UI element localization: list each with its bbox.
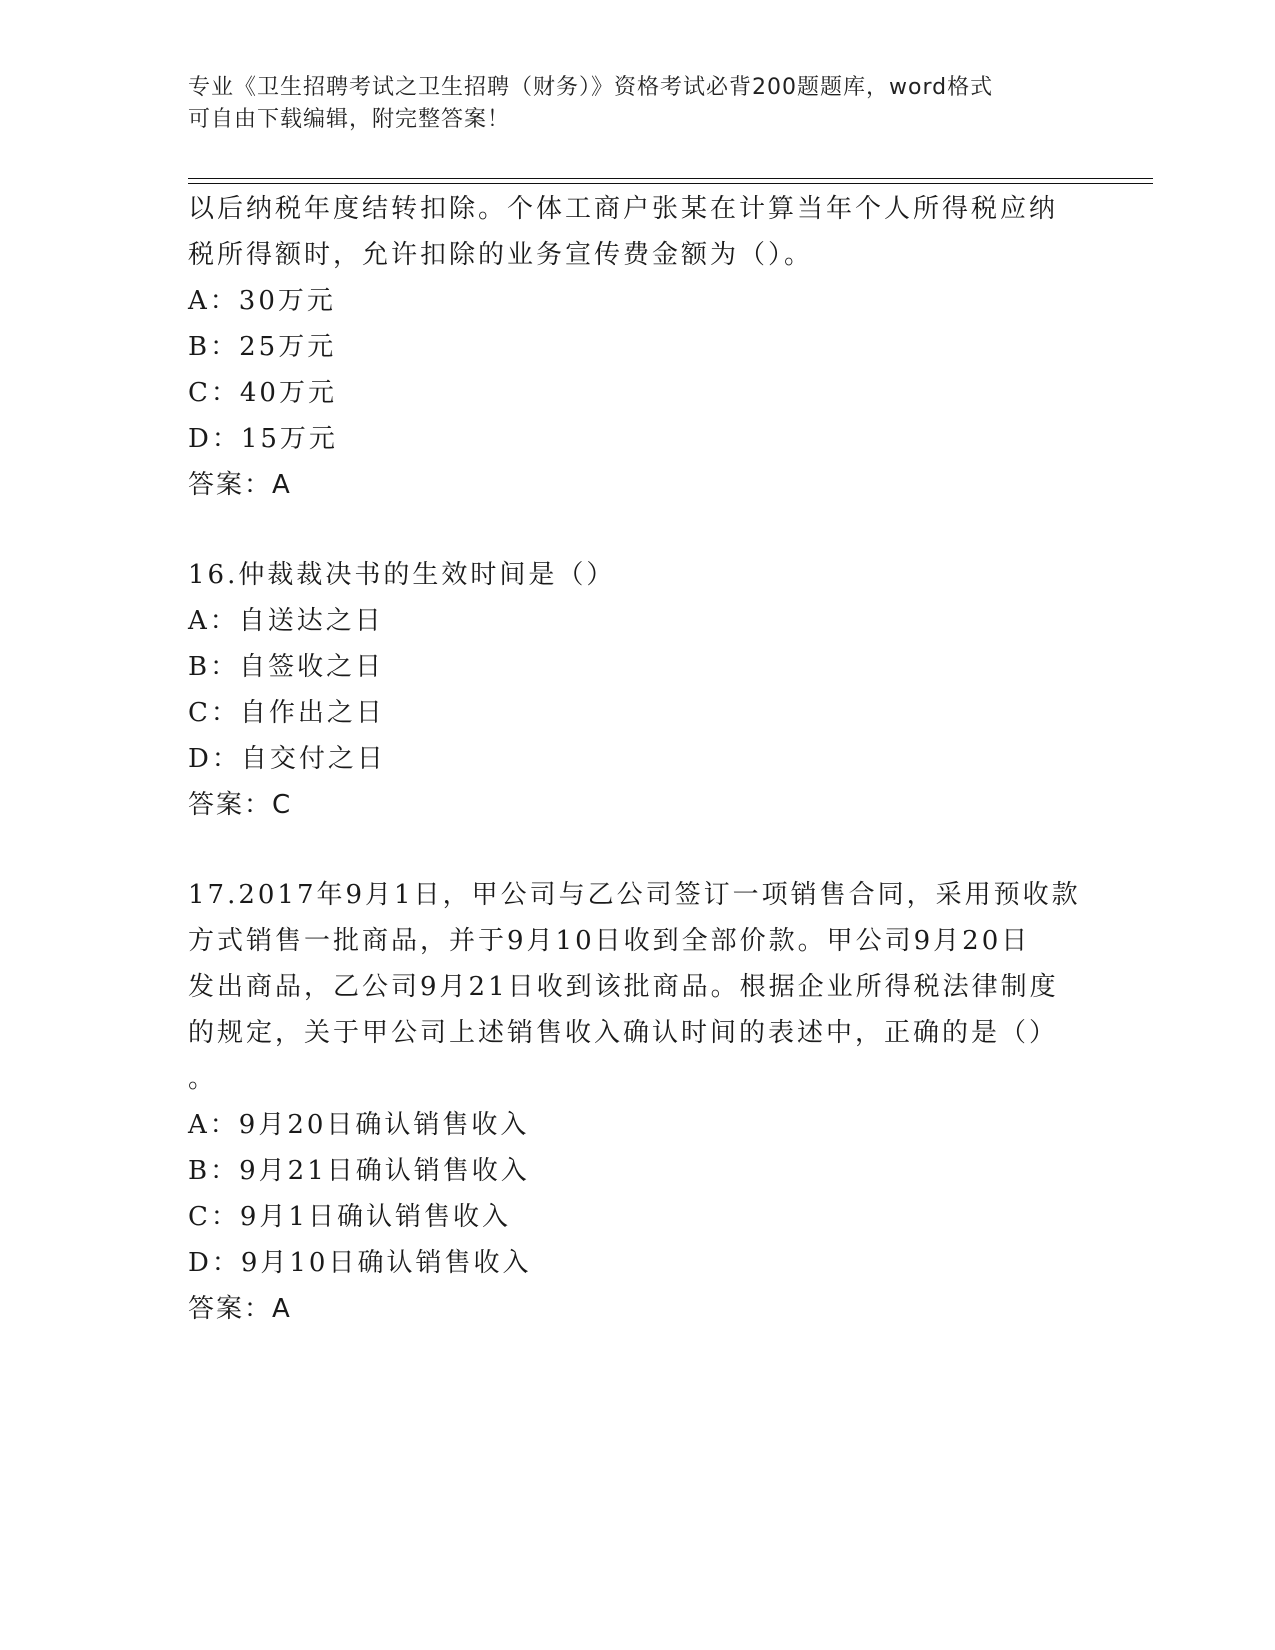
answer: 答案：A	[188, 1294, 292, 1324]
question-15	[188, 186, 1088, 508]
option-c: C：自作出之日	[188, 698, 385, 728]
document-body	[188, 186, 1088, 1332]
question-text-line: 税所得额时，允许扣除的业务宣传费金额为（）。	[188, 240, 814, 270]
header-line-1: 专业《卫生招聘考试之卫生招聘（财务）》资格考试必背200题题库，word格式	[188, 75, 994, 100]
question-text-line: 17.2017年9月1日，甲公司与乙公司签订一项销售合同，采用预收款	[188, 880, 1081, 910]
option-d: D：自交付之日	[188, 744, 386, 774]
document-header	[188, 72, 1068, 136]
question-text-line: 以后纳税年度结转扣除。个体工商户张某在计算当年个人所得税应纳	[188, 194, 1059, 224]
option-a: A：9月20日确认销售收入	[188, 1110, 530, 1140]
option-d: D：9月10日确认销售收入	[188, 1248, 532, 1278]
option-c: C：40万元	[188, 378, 337, 408]
answer: 答案：A	[188, 470, 292, 500]
question-text-line: 。	[188, 1064, 218, 1094]
header-rule-bottom	[188, 183, 1153, 184]
answer: 答案：C	[188, 790, 293, 820]
header-line-2: 可自由下载编辑，附完整答案！	[188, 107, 511, 132]
header-rule-top	[188, 178, 1153, 179]
option-d: D：15万元	[188, 424, 338, 454]
question-text-line: 方式销售一批商品，并于9月10日收到全部价款。甲公司9月20日	[188, 926, 1031, 956]
option-b: B：9月21日确认销售收入	[188, 1156, 530, 1186]
question-text-line: 的规定，关于甲公司上述销售收入确认时间的表述中，正确的是（）	[188, 1018, 1059, 1048]
question-text-line: 16.仲裁裁决书的生效时间是（）	[188, 560, 616, 590]
question-text-line: 发出商品，乙公司9月21日收到该批商品。根据企业所得税法律制度	[188, 972, 1059, 1002]
question-17	[188, 872, 1088, 1332]
option-a: A：30万元	[188, 286, 336, 316]
question-16	[188, 552, 1088, 828]
option-c: C：9月1日确认销售收入	[188, 1202, 511, 1232]
option-b: B：自签收之日	[188, 652, 385, 682]
option-b: B：25万元	[188, 332, 337, 362]
option-a: A：自送达之日	[188, 606, 384, 636]
